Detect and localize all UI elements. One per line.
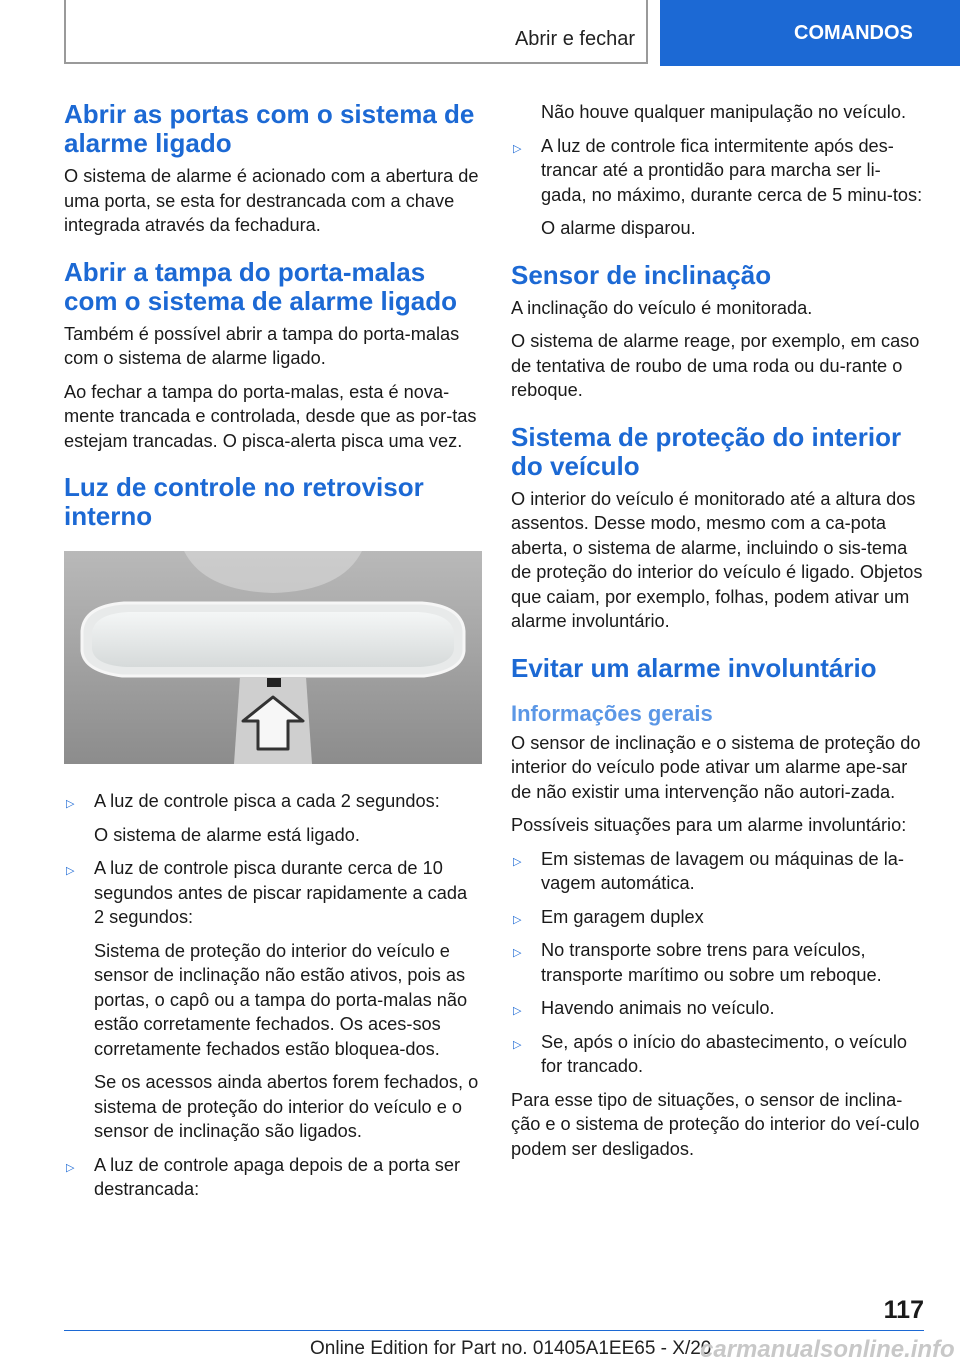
bullet-triangle-icon: ▷ (513, 1038, 522, 1051)
list-item (511, 134, 926, 208)
list-item-detail: Se os acessos ainda abertos forem fechados, o sistema de proteção do interior do veículo e o sensor de inclinação são ligados. (94, 1072, 479, 1141)
bullet-triangle-icon: ▷ (513, 1005, 522, 1017)
section-title: Sensor de inclinação (511, 259, 772, 290)
list-item (511, 905, 926, 930)
list-item-text: A luz de controle fica intermitente após des-trancar até a prontidão para marcha ser li-gada, no máximo, durante cerca de 5 minu-tos: (541, 135, 923, 205)
list-item (511, 847, 926, 896)
section-title: Sistema de proteção do interior do veículo (511, 421, 902, 481)
header-chapter-label: COMANDOS (794, 21, 913, 44)
left-column (64, 100, 482, 1211)
list-item-text: A luz de controle pisca durante cerca de 10 segundos antes de piscar rapidamente a cada 2 segundos: (94, 858, 468, 927)
paragraph: Possíveis situações para um alarme involuntário: (511, 815, 907, 835)
paragraph: Para esse tipo de situações, o sensor de inclina-ção e o sistema de proteção do interior do veí-culo podem ser desligados. (511, 1089, 920, 1159)
list-item-detail: Não houve qualquer manipulação no veículo. (541, 102, 907, 122)
bullet-triangle-icon: ▷ (513, 855, 522, 868)
list-item-text: Em garagem duplex (541, 906, 704, 927)
bullet-triangle-icon: ▷ (513, 142, 522, 155)
list-item-detail: O sistema de alarme está ligado. (94, 824, 360, 845)
paragraph: O interior do veículo é monitorado até a altura dos assentos. Desse modo, mesmo com a ca-pota aberta, o sistema de alarme, incluindo o sis-tema de proteção do interior do veículo é ligado. Objetos que caiam, por exemplo, folhas, podem ativar um alarme involuntário. (511, 488, 923, 631)
watermark: carmanualsonline.info (700, 1336, 955, 1363)
paragraph: Ao fechar a tampa do porta-malas, esta é nova-mente trancada e controlada, desde que as por-tas estejam trancadas. O pisca-alerta pisca uma vez. (64, 381, 477, 451)
list-item-text: A luz de controle pisca a cada 2 segundos: (94, 791, 440, 811)
subsection-title: Informações gerais (511, 700, 713, 726)
section-title: Abrir as portas com o sistema de alarme ligado (64, 99, 475, 158)
list-item (64, 789, 482, 814)
list-item-text: Havendo animais no veículo. (541, 998, 775, 1018)
section-title: Evitar um alarme involuntário (511, 652, 877, 683)
paragraph: O sistema de alarme reage, por exemplo, em caso de tentativa de roubo de uma roda ou du-rante o reboque. (511, 331, 920, 400)
bullet-triangle-icon: ▷ (513, 913, 522, 926)
list-item-text: Se, após o início do abastecimento, o veículo for trancado. (541, 1031, 907, 1076)
list-item (64, 1153, 482, 1202)
bullet-triangle-icon: ▷ (66, 1161, 75, 1174)
paragraph: O sistema de alarme é acionado com a abertura de uma porta, se esta for destrancada com a chave integrada através da fechadura. (64, 166, 479, 235)
page-number: 117 (883, 1296, 924, 1324)
list-item (511, 996, 926, 1021)
list-item-text: A luz de controle apaga depois de a porta ser destrancada: (94, 1154, 461, 1199)
paragraph: A inclinação do veículo é monitorada. (511, 297, 813, 318)
bullet-triangle-icon: ▷ (66, 798, 75, 810)
paragraph: Também é possível abrir a tampa do porta-malas com o sistema de alarme ligado. (64, 323, 460, 368)
footer-divider (64, 1330, 924, 1331)
edition-note: Online Edition for Part no. 01405A1EE65 - X/20 (310, 1338, 712, 1359)
section-title: Luz de controle no retrovisor interno (64, 472, 424, 531)
rearview-mirror-illustration (64, 551, 482, 764)
header-section-title: Abrir e fechar (514, 28, 635, 50)
list-item (64, 856, 482, 930)
list-item-detail: Sistema de proteção do interior do veículo e sensor de inclinação não estão ativos, pois as portas, o capô ou a tampa do porta-malas não estão corretamente fechados. Os aces-sos corretamente fechados estão bloquea-dos. (94, 940, 468, 1059)
list-item-text: Em sistemas de lavagem ou máquinas de la-vagem automática. (541, 848, 904, 893)
bullet-triangle-icon: ▷ (66, 865, 75, 877)
list-item-text: No transporte sobre trens para veículos, transporte marítimo ou sobre um reboque. (541, 940, 882, 985)
paragraph: O sensor de inclinação e o sistema de proteção do interior do veículo pode ativar um alarme ape-sar de não existir uma intervenção não autori-zada. (511, 732, 921, 802)
list-item-detail: O alarme disparou. (541, 218, 696, 238)
section-title: Abrir a tampa do porta-malas com o sistema de alarme ligado (64, 256, 458, 316)
list-item (511, 938, 926, 987)
list-item (511, 1030, 926, 1079)
header-chapter-tab (660, 0, 960, 66)
bullet-triangle-icon: ▷ (513, 947, 522, 959)
right-column (511, 100, 926, 1170)
